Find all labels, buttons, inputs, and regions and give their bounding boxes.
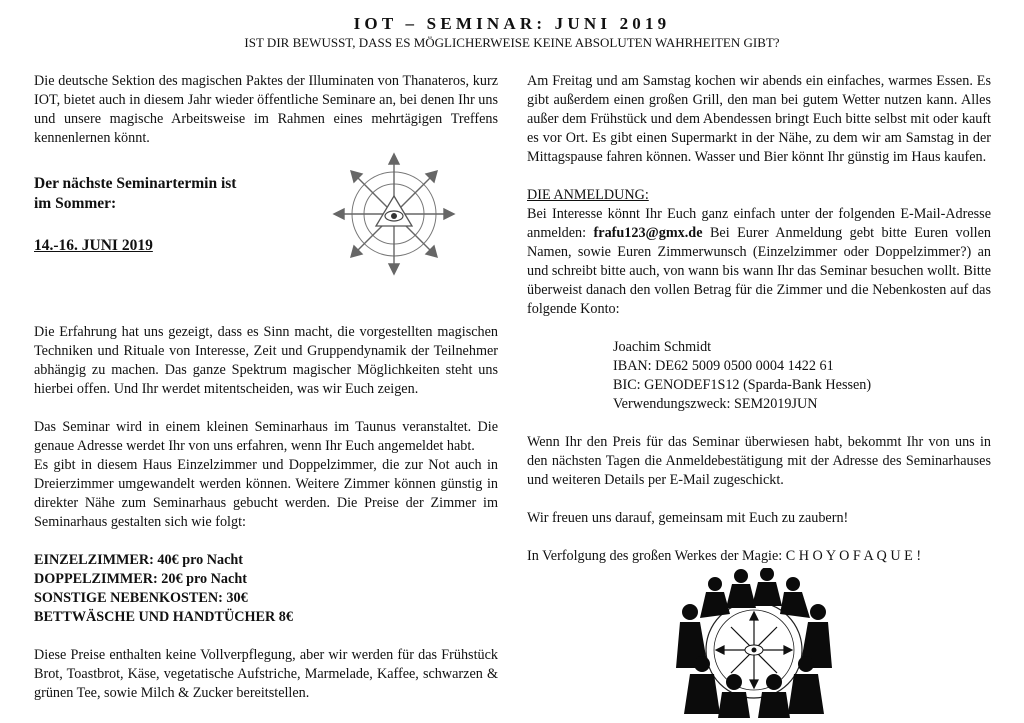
price-item: SONSTIGE NEBENKOSTEN: 30€ <box>34 590 248 606</box>
chaos-star-eye-icon <box>332 152 456 276</box>
registration-text-pre: Bei Interesse könnt Ihr Euch ganz einfach unter der folgenden E-Mail-Adresse anmelden: <box>527 206 991 241</box>
intro-paragraph: Die deutsche Sektion des magischen Paktes der Illuminaten von Thanateros, kurz IOT, bietet auch in diesem Jahr wieder öffentliche Seminare an, bei denen Ihr uns und unsere magische Arbeitsweise im Rahmen eines mehrtägigen Treffens kennenlernen könnt. <box>34 73 498 146</box>
motto-paragraph: In Verfolgung des großen Werkes der Magie: C H O Y O F A Q U E ! <box>527 548 922 564</box>
location-paragraph: Das Seminar wird in einem kleinen Seminarhaus im Taunus veranstaltet. Die genaue Adresse werdet Ihr von uns erfahren, wenn Ihr Euch angemeldet habt. <box>34 419 498 454</box>
registration-heading: DIE ANMELDUNG: <box>527 187 649 203</box>
document-header <box>0 14 1024 51</box>
seminar-date: 14.-16. JUNI 2019 <box>34 237 153 254</box>
next-seminar-line-1: Der nächste Seminartermin ist <box>34 175 237 192</box>
right-column <box>527 72 991 566</box>
document-title: IOT – SEMINAR: JUNI 2019 <box>353 14 671 33</box>
closing-paragraph: Wir freuen uns darauf, gemeinsam mit Euch zu zaubern! <box>527 510 849 526</box>
price-list <box>34 551 498 627</box>
bank-reference: Verwendungszweck: SEM2019JUN <box>613 396 818 412</box>
ritual-circle-icon <box>674 568 834 718</box>
registration-text-post: Bei Eurer Anmeldung gebt bitte Euren vollen Namen, sowie Euren Zimmerwunsch (Einzelzimmer oder Doppelzimmer?) an und schreibt bitte auch, von wann bis wann Ihr das Seminar besuchen wollt. Bitte überweist danach den vollen Betrag für die Zimmer und die Nebenkosten auf das folgende Konto: <box>527 225 991 317</box>
email-address: frafu123@gmx.de <box>593 225 703 241</box>
left-column <box>34 72 498 703</box>
food-paragraph: Diese Preise enthalten keine Vollverpflegung, aber wir werden für das Frühstück Brot, Toastbrot, Käse, vegetatische Aufstriche, Marmelade, Kaffee, schwarzen & grünen Tee, sowie Milch & Zucker bereitstellen. <box>34 647 498 701</box>
bank-account-holder: Joachim Schmidt <box>613 339 712 355</box>
announcement-block <box>34 174 498 304</box>
registration-paragraph <box>527 205 991 319</box>
bank-bic: BIC: GENODEF1S12 (Sparda-Bank Hessen) <box>613 377 872 393</box>
price-item: BETTWÄSCHE UND HANDTÜCHER 8€ <box>34 609 293 625</box>
rooms-paragraph: Es gibt in diesem Haus Einzelzimmer und Doppelzimmer, die zur Not auch in Dreierzimmer umgewandelt werden können. Weitere Zimmer können günstig in direkter Nähe zum Seminarhaus gebucht werden. Die Preise der Zimmer im Seminarhaus gestalten sich wie folgt: <box>34 457 498 530</box>
dinner-paragraph: Am Freitag und am Samstag kochen wir abends ein einfaches, warmes Essen. Es gibt außerdem einen großen Grill, den man bei gutem Wetter nutzen kann. Alles außer dem Frühstück und dem Abendessen bringt Euch bitte selbst mit oder kauft es vor Ort. Es gibt einen Supermarkt in der Nähe, zu dem wir am Samstag in der Mittagspause fahren können. Wasser und Bier könnt Ihr günstig im Haus kaufen. <box>527 73 991 165</box>
next-seminar-heading <box>34 174 304 214</box>
document-subtitle: IST DIR BEWUSST, DASS ES MÖGLICHERWEISE KEINE ABSOLUTEN WAHRHEITEN GIBT? <box>244 35 780 50</box>
bank-details <box>613 338 991 414</box>
experience-paragraph: Die Erfahrung hat uns gezeigt, dass es Sinn macht, die vorgestellten magischen Techniken und Rituale von Interesse, Zeit und Gruppendynamik der Teilnehmer abhängig zu machen. Das ganze Spektrum magischer Möglichkeiten steht uns hierbei offen. Und Ihr werdet mitentscheiden, was wir Euch zeigen. <box>34 324 498 397</box>
confirmation-paragraph: Wenn Ihr den Preis für das Seminar überwiesen habt, bekommt Ihr von uns in den nächsten Tagen die Anmeldebestätigung mit der Adresse des Seminarhauses und weiteren Details per E-Mail zugeschickt. <box>527 434 991 488</box>
price-item: EINZELZIMMER: 40€ pro Nacht <box>34 552 244 568</box>
price-item: DOPPELZIMMER: 20€ pro Nacht <box>34 571 247 587</box>
bank-iban: IBAN: DE62 5009 0500 0004 1422 61 <box>613 358 834 374</box>
next-seminar-line-2: im Sommer: <box>34 195 117 212</box>
